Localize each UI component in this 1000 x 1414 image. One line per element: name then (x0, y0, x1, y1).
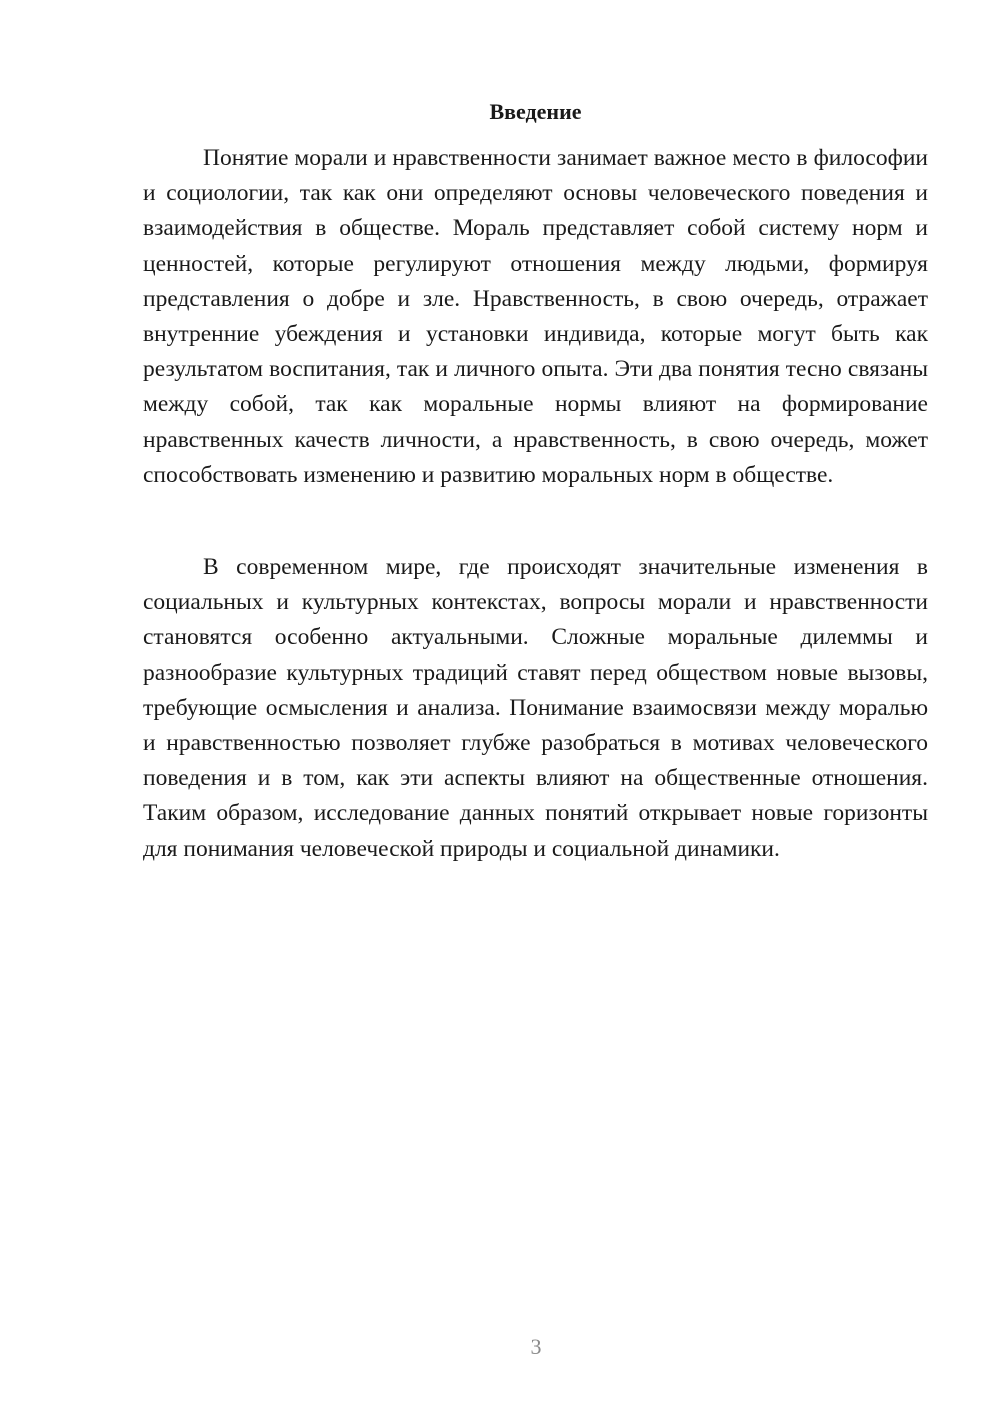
section-heading: Введение (489, 99, 582, 124)
paragraph-2-block (143, 550, 928, 867)
paragraph-1-block (143, 141, 928, 493)
paragraph-1: Понятие морали и нравственности занимает важное место в философии и социологии, так как они определяют основы человеческого поведения и взаимодействия в обществе. Мораль представляет собой систему норм и ценностей, которые регулируют отношения между людьми, формируя представления о добре и зле. Нравственность, в свою очередь, отражает внутренние убеждения и установки индивида, которые могут быть как результатом воспитания, так и личного опыта. Эти два понятия тесно связаны между собой, так как моральные нормы влияют на формирование нравственных качеств личности, а нравственность, в свою очередь, может способствовать изменению и развитию моральных норм в обществе. (143, 145, 928, 488)
page-number: 3 (530, 1334, 542, 1359)
paragraph-2: В современном мире, где происходят значительные изменения в социальных и культурных контекстах, вопросы морали и нравственности становятся особенно актуальными. Сложные моральные дилеммы и разнообразие культурных традиций ставят перед обществом новые вызовы, требующие осмысления и анализа. Понимание взаимосвязи между моралью и нравственностью позволяет глубже разобраться в мотивах человеческого поведения и в том, как эти аспекты влияют на общественные отношения. Таким образом, исследование данных понятий открывает новые горизонты для понимания человеческой природы и социальной динамики. (143, 554, 928, 862)
